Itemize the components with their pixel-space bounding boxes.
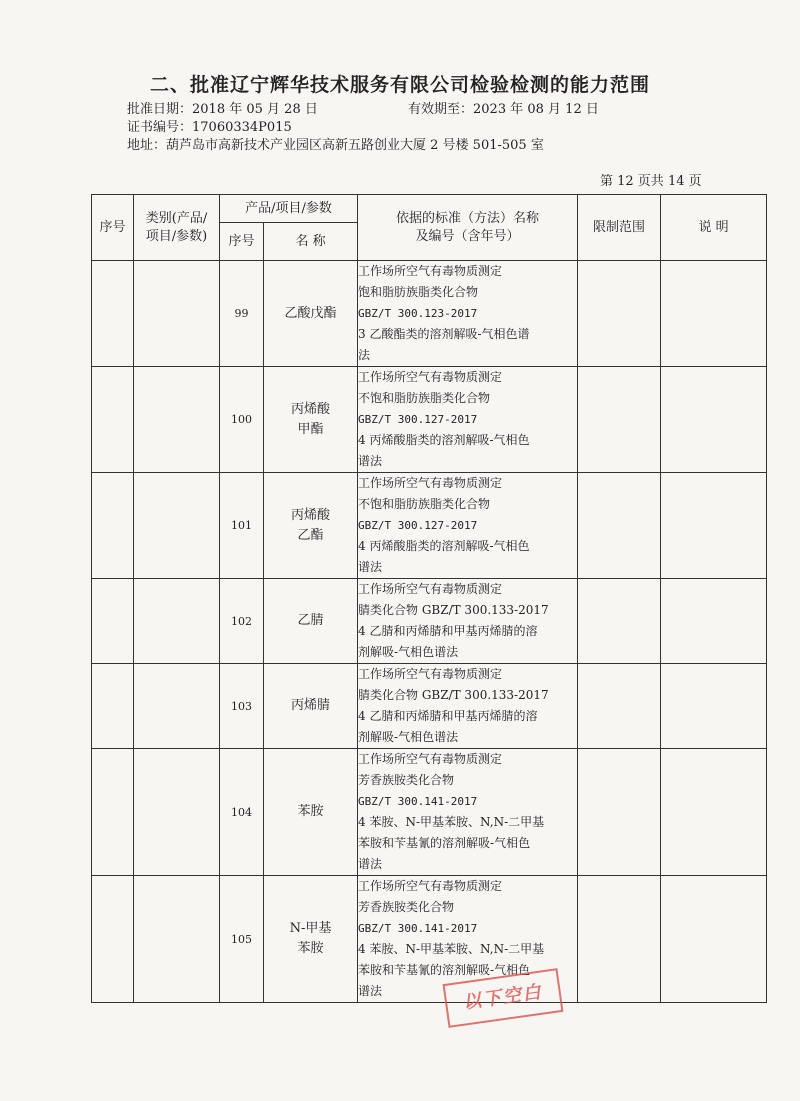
standard-line: 4 苯胺、N-甲基苯胺、N,N-二甲基 (358, 815, 545, 829)
cell-name (264, 473, 358, 579)
cell-category (134, 261, 220, 367)
standard-line: 芳香族胺类化合物 (358, 773, 455, 787)
certificate-number-value: 17060334P015 (192, 120, 292, 135)
table-row (92, 261, 767, 367)
standard-line: 4 丙烯酸脂类的溶剂解吸-气相色 (358, 433, 530, 447)
cell-index (92, 579, 134, 664)
table-row (92, 367, 767, 473)
standard-line: 腈类化合物 GBZ/T 300.133-2017 (358, 688, 549, 702)
standard-line: 4 乙腈和丙烯腈和甲基丙烯腈的溶 (358, 709, 538, 723)
table-row (92, 579, 767, 664)
cell-sub-index: 100 (220, 367, 264, 473)
standard-line: 谱法 (358, 454, 383, 468)
standard-line: 苯胺和苄基氰的溶剂解吸-气相色 (358, 963, 531, 977)
approval-date-value: 2018 年 05 月 28 日 (192, 102, 318, 117)
header-note: 说 明 (661, 195, 767, 261)
cell-limit (578, 579, 661, 664)
standard-code: GBZ/T 300.127-2017 (358, 519, 478, 532)
cell-note (661, 261, 767, 367)
standard-line: 工作场所空气有毒物质测定 (358, 264, 503, 278)
valid-until (408, 98, 599, 117)
standard-line: 不饱和脂肪族脂类化合物 (358, 391, 491, 405)
header-product-group: 产品/项目/参数 (220, 195, 358, 223)
approval-date (127, 98, 318, 117)
cell-sub-index: 104 (220, 749, 264, 876)
name-line: 丙烯酸 (291, 507, 331, 523)
blank-below-stamp: 以下空白 (443, 968, 564, 1028)
cell-sub-index: 101 (220, 473, 264, 579)
cell-index (92, 261, 134, 367)
header-category-line: 类别(产品/ (145, 210, 208, 226)
address-label: 地址： (127, 138, 167, 153)
standard-line: 饱和脂肪族脂类化合物 (358, 285, 479, 299)
cell-category (134, 876, 220, 1003)
cell-sub-index: 103 (220, 664, 264, 749)
cell-name (264, 261, 358, 367)
standard-line: 工作场所空气有毒物质测定 (358, 667, 503, 681)
cell-sub-index: 105 (220, 876, 264, 1003)
cell-note (661, 473, 767, 579)
standard-line: 苯胺和苄基氰的溶剂解吸-气相色 (358, 836, 531, 850)
certificate-number-label: 证书编号： (127, 120, 193, 135)
cell-limit (578, 749, 661, 876)
header-standard-line: 及编号（含年号） (415, 228, 520, 244)
approval-date-label: 批准日期： (127, 102, 193, 117)
name-line: 甲酯 (297, 421, 324, 437)
page-indicator: 第 12 页共 14 页 (600, 174, 702, 189)
name-line: 丙烯酸 (291, 401, 331, 417)
header-category (134, 195, 220, 261)
certificate-number (127, 116, 292, 135)
header-limit: 限制范围 (578, 195, 661, 261)
standard-code: GBZ/T 300.123-2017 (358, 307, 478, 320)
standard-line: 法 (358, 348, 371, 362)
standard-code: GBZ/T 300.127-2017 (358, 413, 478, 426)
header-category-line: 项目/参数) (145, 228, 208, 244)
valid-until-label: 有效期至： (408, 102, 474, 117)
name-line: 乙酸戊酯 (284, 305, 337, 321)
standard-line: 剂解吸-气相色谱法 (358, 645, 459, 659)
cell-standard (358, 261, 578, 367)
address (127, 134, 544, 153)
table-row (92, 473, 767, 579)
cell-limit (578, 664, 661, 749)
cell-index (92, 876, 134, 1003)
cell-name (264, 664, 358, 749)
standard-line: 谱法 (358, 984, 383, 998)
cell-note (661, 367, 767, 473)
name-line: 丙烯腈 (291, 698, 331, 713)
cell-name (264, 749, 358, 876)
cell-standard (358, 664, 578, 749)
name-line: 苯胺 (297, 941, 324, 956)
cell-sub-index: 102 (220, 579, 264, 664)
name-line: 乙腈 (297, 613, 324, 628)
cell-standard (358, 749, 578, 876)
cell-index (92, 367, 134, 473)
name-line: N-甲基 (289, 921, 332, 936)
cell-limit (578, 367, 661, 473)
cell-limit (578, 473, 661, 579)
standard-line: 工作场所空气有毒物质测定 (358, 476, 503, 490)
table-row (92, 664, 767, 749)
header-standard-line: 依据的标准（方法）名称 (396, 210, 540, 226)
table-row (92, 876, 767, 1003)
standard-line: 腈类化合物 GBZ/T 300.133-2017 (358, 603, 549, 617)
name-line: 苯胺 (297, 804, 324, 819)
cell-sub-index: 99 (220, 261, 264, 367)
cell-note (661, 579, 767, 664)
cell-name (264, 367, 358, 473)
cell-category (134, 473, 220, 579)
standard-line: 4 乙腈和丙烯腈和甲基丙烯腈的溶 (358, 624, 538, 638)
capability-table (91, 194, 767, 1003)
header-sub-index: 序号 (220, 223, 264, 261)
cell-standard (358, 367, 578, 473)
cell-category (134, 664, 220, 749)
cell-note (661, 876, 767, 1003)
standard-line: 谱法 (358, 560, 383, 574)
header-index: 序号 (92, 195, 134, 261)
standard-line: 4 丙烯酸脂类的溶剂解吸-气相色 (358, 539, 530, 553)
standard-line: 芳香族胺类化合物 (358, 900, 455, 914)
cell-note (661, 749, 767, 876)
standard-line: 不饱和脂肪族脂类化合物 (358, 497, 491, 511)
standard-line: 3 乙酸酯类的溶剂解吸-气相色谱 (358, 327, 530, 341)
cell-limit (578, 876, 661, 1003)
cell-note (661, 664, 767, 749)
standard-line: 工作场所空气有毒物质测定 (358, 370, 503, 384)
name-line: 乙酯 (297, 527, 324, 543)
cell-index (92, 664, 134, 749)
document-title: 二、批准辽宁辉华技术服务有限公司检验检测的能力范围 (150, 74, 651, 96)
cell-standard (358, 579, 578, 664)
cell-index (92, 473, 134, 579)
standard-line: 工作场所空气有毒物质测定 (358, 582, 503, 596)
standard-code: GBZ/T 300.141-2017 (358, 795, 478, 808)
header-standard (358, 195, 578, 261)
cell-category (134, 367, 220, 473)
header-name: 名 称 (264, 223, 358, 261)
table-row (92, 749, 767, 876)
cell-limit (578, 261, 661, 367)
cell-name (264, 579, 358, 664)
cell-name (264, 876, 358, 1003)
standard-line: 4 苯胺、N-甲基苯胺、N,N-二甲基 (358, 942, 545, 956)
cell-index (92, 749, 134, 876)
cell-category (134, 749, 220, 876)
cell-standard (358, 473, 578, 579)
standard-line: 工作场所空气有毒物质测定 (358, 752, 503, 766)
standard-line: 剂解吸-气相色谱法 (358, 730, 459, 744)
cell-category (134, 579, 220, 664)
standard-line: 工作场所空气有毒物质测定 (358, 879, 503, 893)
address-value: 葫芦岛市高新技术产业园区高新五路创业大厦 2 号楼 501-505 室 (166, 138, 544, 153)
standard-code: GBZ/T 300.141-2017 (358, 922, 478, 935)
valid-until-value: 2023 年 08 月 12 日 (473, 102, 599, 117)
standard-line: 谱法 (358, 857, 383, 871)
table-header-row (92, 195, 767, 223)
